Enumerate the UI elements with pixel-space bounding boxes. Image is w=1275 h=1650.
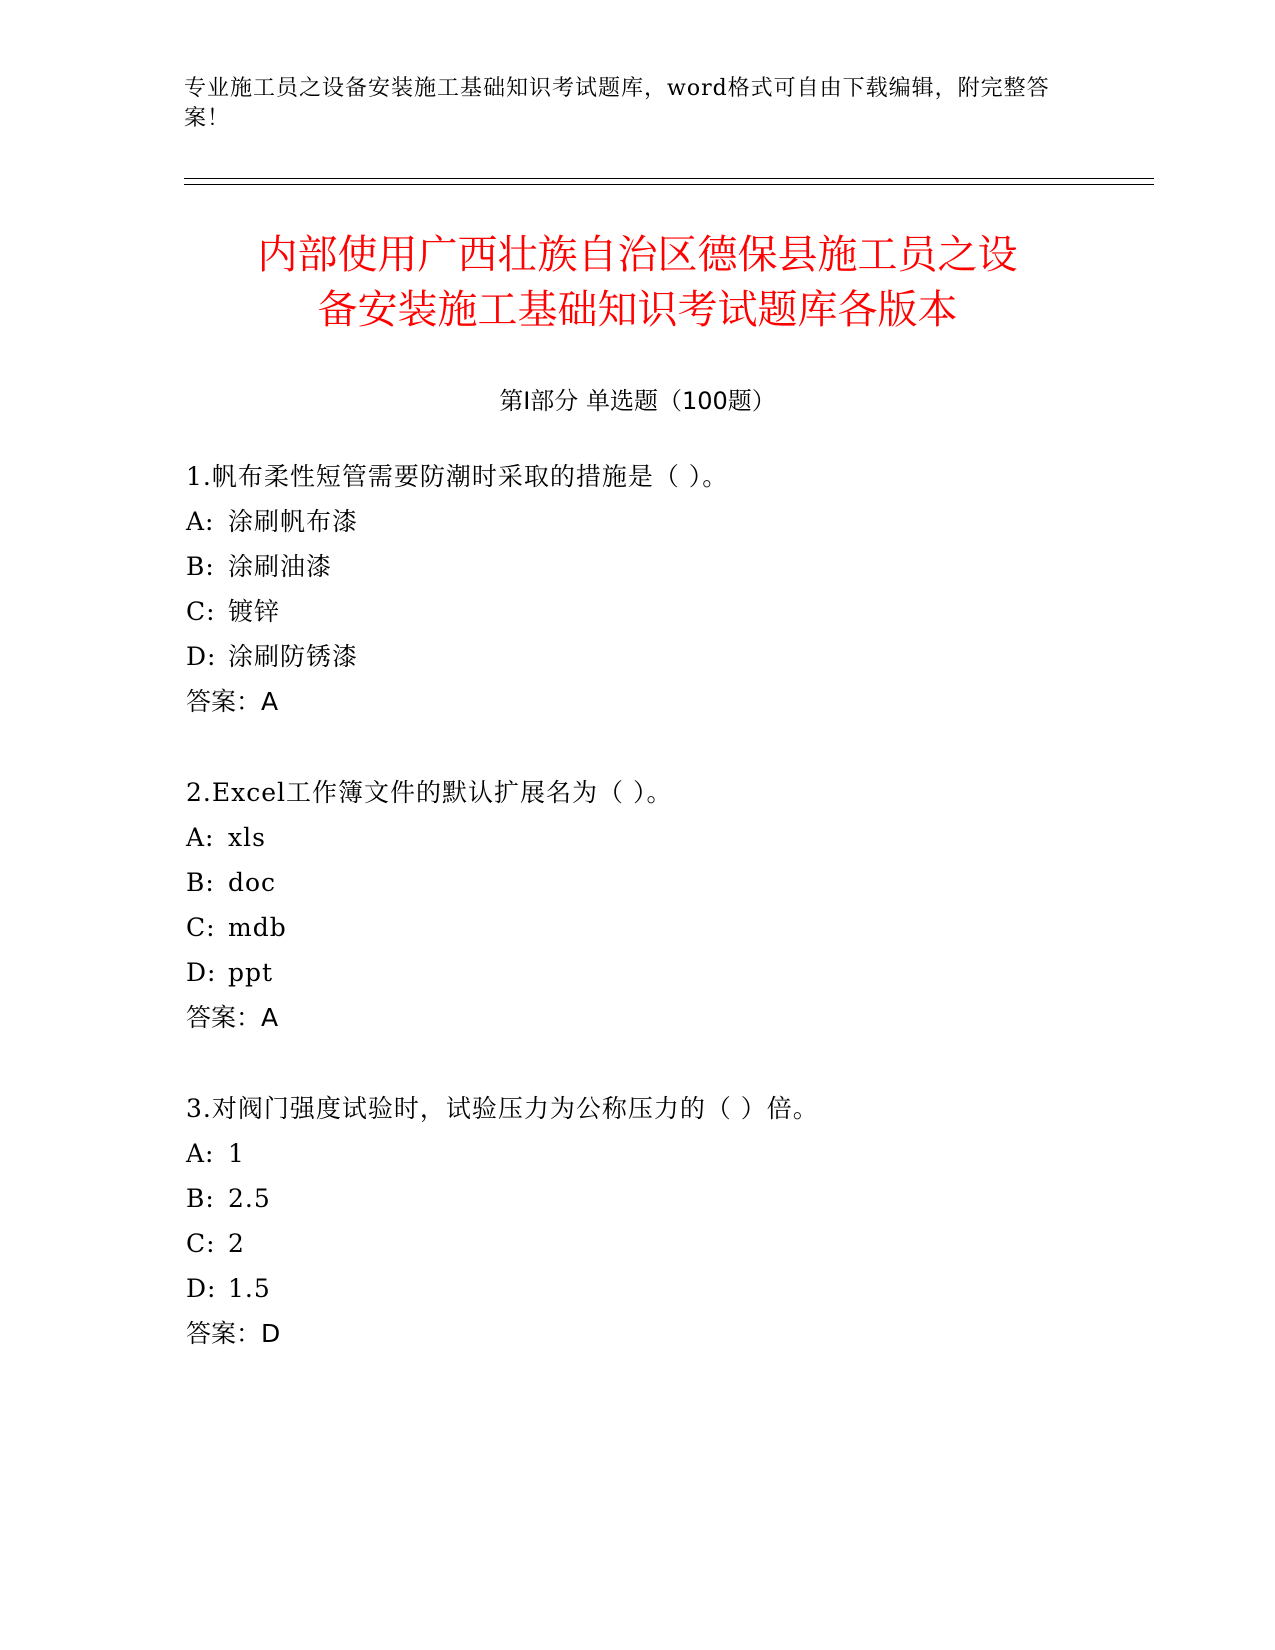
option-text: doc (228, 868, 277, 897)
section-heading: 第Ⅰ部分 单选题（100题） (499, 387, 776, 415)
option-d (186, 950, 1086, 995)
option-text: 镀锌 (228, 597, 281, 626)
answer-line: 答案：D (186, 1319, 281, 1348)
option-b (186, 1176, 1086, 1221)
option-letter: B: (186, 1184, 215, 1213)
option-letter: B: (186, 552, 215, 581)
question-3 (186, 1086, 1086, 1356)
option-c (186, 905, 1086, 950)
option-b (186, 860, 1086, 905)
option-letter: C: (186, 913, 216, 942)
question-2 (186, 770, 1086, 1040)
option-text: 涂刷油漆 (228, 552, 333, 581)
option-letter: D: (186, 1274, 217, 1303)
answer-line: 答案：A (186, 1003, 279, 1032)
answer-line: 答案：A (186, 687, 279, 716)
option-letter: A: (186, 1139, 215, 1168)
option-a (186, 1131, 1086, 1176)
option-c (186, 1221, 1086, 1266)
header-divider-bottom (184, 184, 1154, 185)
option-letter: D: (186, 958, 217, 987)
option-text: ppt (228, 958, 274, 987)
question-stem: 1.帆布柔性短管需要防潮时采取的措施是（ ）。 (186, 462, 729, 491)
option-a (186, 499, 1086, 544)
option-letter: C: (186, 1229, 216, 1258)
option-text: 涂刷帆布漆 (228, 507, 359, 536)
option-text: 2 (228, 1229, 245, 1258)
option-d (186, 1266, 1086, 1311)
document-title (150, 228, 1125, 338)
option-d (186, 634, 1086, 679)
option-text: 1.5 (228, 1274, 271, 1303)
question-stem: 3.对阀门强度试验时，试验压力为公称压力的（ ）倍。 (186, 1094, 819, 1123)
option-text: 2.5 (228, 1184, 271, 1213)
option-a (186, 815, 1086, 860)
question-stem: 2.Excel工作簿文件的默认扩展名为（ ）。 (186, 778, 673, 807)
option-text: xls (228, 823, 266, 852)
header-divider-top (184, 178, 1154, 179)
option-c (186, 589, 1086, 634)
question-1 (186, 454, 1086, 724)
document-title-line-1: 内部使用广西壮族自治区德保县施工员之设 (257, 232, 1018, 278)
option-letter: A: (186, 823, 215, 852)
option-letter: B: (186, 868, 215, 897)
option-b (186, 544, 1086, 589)
option-letter: D: (186, 642, 217, 671)
option-text: 1 (228, 1139, 245, 1168)
option-text: mdb (228, 913, 287, 942)
header-note: 专业施工员之设备安装施工基础知识考试题库，word格式可自由下载编辑，附完整答案！ (184, 76, 1050, 131)
option-letter: A: (186, 507, 215, 536)
document-title-line-2: 备安装施工基础知识考试题库各版本 (317, 287, 958, 333)
option-text: 涂刷防锈漆 (228, 642, 359, 671)
option-letter: C: (186, 597, 216, 626)
